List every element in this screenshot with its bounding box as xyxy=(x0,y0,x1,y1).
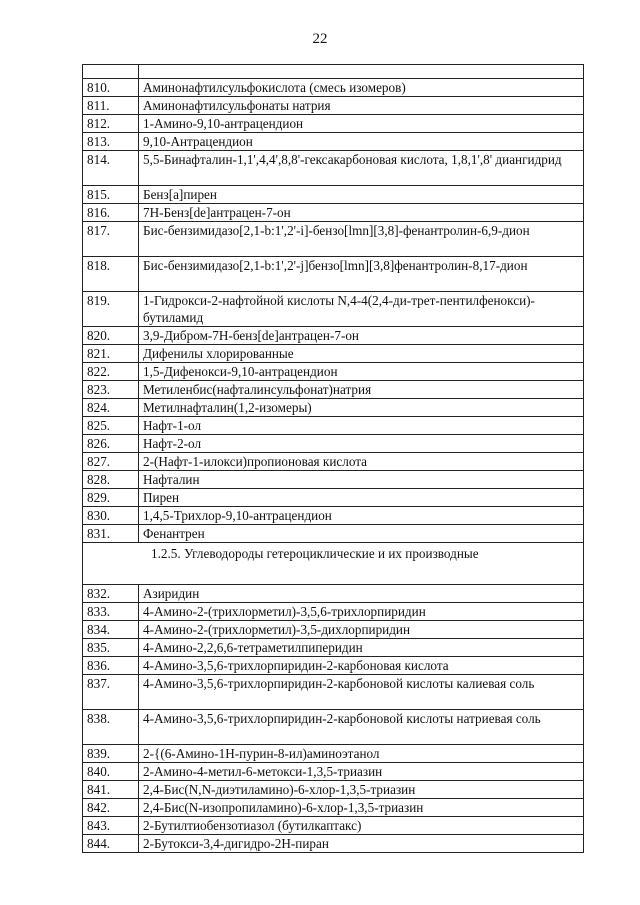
section-block xyxy=(83,543,584,585)
substance-name: 2,4-Бис(N,N-диэтиламино)-6-хлор-1,3,5-триазин xyxy=(139,781,584,799)
row-number: 819. xyxy=(83,292,139,327)
row-number: 831. xyxy=(83,525,139,543)
table-row xyxy=(83,525,584,543)
substance-name: Метиленбис(нафталинсульфонат)натрия xyxy=(139,381,584,399)
substance-name: Метилнафталин(1,2-изомеры) xyxy=(139,399,584,417)
row-number: 823. xyxy=(83,381,139,399)
table-row xyxy=(83,603,584,621)
substance-name: 1,5-Дифенокси-9,10-антрацендион xyxy=(139,363,584,381)
row-number: 813. xyxy=(83,133,139,151)
row-number: 810. xyxy=(83,79,139,97)
row-number: 814. xyxy=(83,151,139,186)
row-number: 832. xyxy=(83,585,139,603)
table-body-heterocyclic xyxy=(83,585,584,853)
substance-name: 2-(Нафт-1-илокси)пропионовая кислота xyxy=(139,453,584,471)
substance-name: 9,10-Антрацендион xyxy=(139,133,584,151)
substance-name: 3,9-Дибром-7H-бенз[de]антрацен-7-он xyxy=(139,327,584,345)
table-row xyxy=(83,345,584,363)
row-number: 817. xyxy=(83,222,139,257)
table-row xyxy=(83,381,584,399)
table-row xyxy=(83,835,584,853)
table-row xyxy=(83,781,584,799)
row-number: 838. xyxy=(83,710,139,745)
row-number: 842. xyxy=(83,799,139,817)
substance-name: 4-Амино-3,5,6-трихлорпиридин-2-карбоновая кислота xyxy=(139,657,584,675)
row-number: 815. xyxy=(83,186,139,204)
table-row xyxy=(83,799,584,817)
table-row xyxy=(83,507,584,525)
row-number: 840. xyxy=(83,763,139,781)
table-row xyxy=(83,151,584,186)
substance-name: 5,5-Бинафталин-1,1',4,4',8,8'-гексакарбоновая кислота, 1,8,1',8' диангидрид xyxy=(139,151,584,186)
substance-name: 4-Амино-3,5,6-трихлорпиридин-2-карбоновой кислоты натриевая соль xyxy=(139,710,584,745)
row-number: 839. xyxy=(83,745,139,763)
table-row xyxy=(83,292,584,327)
substance-name: 4-Амино-2,2,6,6-тетраметилпиперидин xyxy=(139,639,584,657)
table-row xyxy=(83,222,584,257)
row-number: 816. xyxy=(83,204,139,222)
table-body-aromatic xyxy=(83,65,584,543)
row-number: 820. xyxy=(83,327,139,345)
table-row xyxy=(83,204,584,222)
row-number: 829. xyxy=(83,489,139,507)
substance-name: Нафт-1-ол xyxy=(139,417,584,435)
substance-name: Аминонафтилсульфонаты натрия xyxy=(139,97,584,115)
page-number: 22 xyxy=(312,31,328,47)
row-number: 844. xyxy=(83,835,139,853)
row-number: 828. xyxy=(83,471,139,489)
section-heading: 1.2.5. Углеводороды гетероциклические и их производные xyxy=(151,546,479,561)
row-number: 837. xyxy=(83,675,139,710)
substance-name: 1,4,5-Трихлор-9,10-антрацендион xyxy=(139,507,584,525)
substance-name: 1-Амино-9,10-антрацендион xyxy=(139,115,584,133)
substance-name: Аминонафтилсульфокислота (смесь изомеров) xyxy=(139,79,584,97)
row-number: 821. xyxy=(83,345,139,363)
section-row xyxy=(83,543,584,585)
table-row xyxy=(83,133,584,151)
substance-name: 1-Гидрокси-2-нафтойной кислоты N,4-4(2,4-ди-трет-пентилфенокси)-бутиламид xyxy=(139,292,584,327)
table-row xyxy=(83,257,584,292)
row-number: 836. xyxy=(83,657,139,675)
row-number: 824. xyxy=(83,399,139,417)
table-row xyxy=(83,675,584,710)
table-row xyxy=(83,585,584,603)
substance-name: Пирен xyxy=(139,489,584,507)
row-number: 827. xyxy=(83,453,139,471)
table-row xyxy=(83,97,584,115)
row-number: 833. xyxy=(83,603,139,621)
table-row xyxy=(83,186,584,204)
row-number: 812. xyxy=(83,115,139,133)
table-row xyxy=(83,435,584,453)
table-header-blank xyxy=(83,65,584,79)
substance-name: Нафталин xyxy=(139,471,584,489)
substance-name: Нафт-2-ол xyxy=(139,435,584,453)
substance-table xyxy=(82,64,584,853)
substance-name: 4-Амино-2-(трихлорметил)-3,5,6-трихлорпиридин xyxy=(139,603,584,621)
row-number: 841. xyxy=(83,781,139,799)
table-row xyxy=(83,817,584,835)
table-row xyxy=(83,471,584,489)
row-number: 822. xyxy=(83,363,139,381)
table-row xyxy=(83,327,584,345)
substance-name: Бенз[а]пирен xyxy=(139,186,584,204)
table-row xyxy=(83,489,584,507)
substance-name: 4-Амино-2-(трихлорметил)-3,5-дихлорпиридин xyxy=(139,621,584,639)
table-row xyxy=(83,453,584,471)
row-number: 811. xyxy=(83,97,139,115)
substance-name: Бис-бензимидазо[2,1-b:1',2'-j]бензо[lmn][3,8]фенантролин-8,17-дион xyxy=(139,257,584,292)
substance-name: 2,4-Бис(N-изопропиламино)-6-хлор-1,3,5-триазин xyxy=(139,799,584,817)
table-row xyxy=(83,115,584,133)
table-row xyxy=(83,621,584,639)
table-row xyxy=(83,710,584,745)
substance-name: 4-Амино-3,5,6-трихлорпиридин-2-карбоновой кислоты калиевая соль xyxy=(139,675,584,710)
substance-name: 2-Амино-4-метил-6-метокси-1,3,5-триазин xyxy=(139,763,584,781)
substance-name: 2-Бутилтиобензотиазол (бутилкаптакс) xyxy=(139,817,584,835)
row-number: 818. xyxy=(83,257,139,292)
row-number: 825. xyxy=(83,417,139,435)
table-row xyxy=(83,639,584,657)
substance-name: Дифенилы хлорированные xyxy=(139,345,584,363)
table-row xyxy=(83,763,584,781)
table-row xyxy=(83,417,584,435)
table-row xyxy=(83,657,584,675)
row-number: 835. xyxy=(83,639,139,657)
row-number: 843. xyxy=(83,817,139,835)
substance-name: Бис-бензимидазо[2,1-b:1',2'-i]-бензо[lmn][3,8]-фенантролин-6,9-дион xyxy=(139,222,584,257)
substance-name: 2-{(6-Амино-1H-пурин-8-ил)аминоэтанол xyxy=(139,745,584,763)
substance-name: Фенантрен xyxy=(139,525,584,543)
row-number: 826. xyxy=(83,435,139,453)
substance-name: 7H-Бенз[de]антрацен-7-он xyxy=(139,204,584,222)
table-row xyxy=(83,363,584,381)
row-number: 834. xyxy=(83,621,139,639)
row-number: 830. xyxy=(83,507,139,525)
substance-name: Азиридин xyxy=(139,585,584,603)
table-row xyxy=(83,399,584,417)
substance-name: 2-Бутокси-3,4-дигидро-2H-пиран xyxy=(139,835,584,853)
table-row xyxy=(83,79,584,97)
table-row xyxy=(83,745,584,763)
